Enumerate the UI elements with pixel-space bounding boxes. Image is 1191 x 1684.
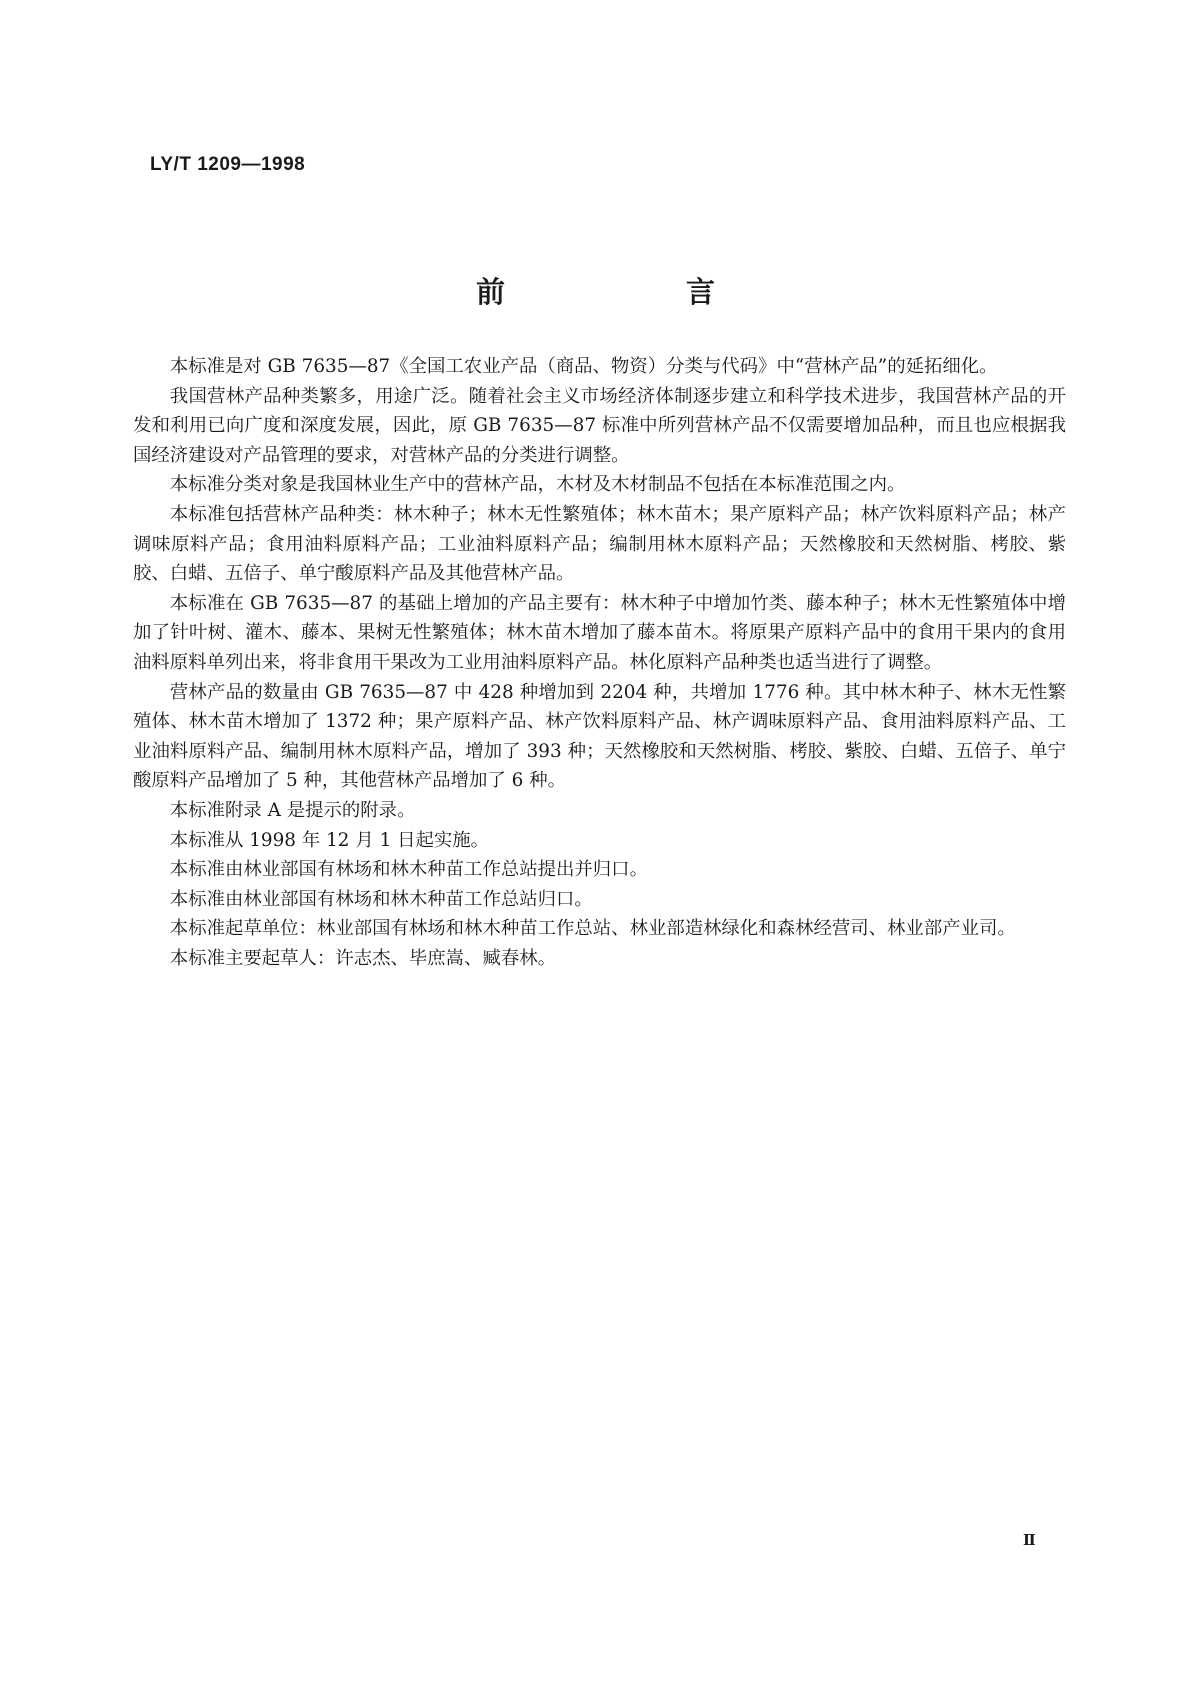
paragraph: 我国营林产品种类繁多，用途广泛。随着社会主义市场经济体制逐步建立和科学技术进步，我国营林产品的开发和利用已向广度和深度发展，因此，原 GB 7635—87 标准中所列营林产品不仅需要增加品种，而且也应根据我国经济建设对产品管理的要求，对营林产品的分类进行调整。 xyxy=(133,385,1066,466)
paragraph: 本标准附录 A 是提示的附录。 xyxy=(169,799,416,821)
paragraph: 本标准主要起草人：许志杰、毕庶嵩、臧春林。 xyxy=(169,947,557,969)
page-number: Ⅱ xyxy=(1023,1531,1036,1549)
page-title: 前 言 xyxy=(475,275,791,309)
paragraph: 本标准起草单位：林业部国有林场和林木种苗工作总站、林业部造林绿化和森林经营司、林业部产业司。 xyxy=(169,918,1016,940)
standard-code: LY/T 1209—1998 xyxy=(150,154,306,175)
paragraph: 本标准由林业部国有林场和林木种苗工作总站归口。 xyxy=(169,888,593,910)
paragraph: 本标准包括营林产品种类：林木种子；林木无性繁殖体；林木苗木；果产原料产品；林产饮料原料产品；林产调味原料产品；食用油料原料产品；工业油料原料产品；编制用林木原料产品；天然橡胶和天然树脂、栲胶、紫胶、白蜡、五倍子、单宁酸原料产品及其他营林产品。 xyxy=(133,503,1066,585)
paragraph: 本标准由林业部国有林场和林木种苗工作总站提出并归口。 xyxy=(169,859,648,881)
paragraph: 本标准是对 GB 7635—87《全国工农业产品（商品、物资）分类与代码》中“营林产品”的延拓细化。 xyxy=(169,356,998,377)
paragraph: 营林产品的数量由 GB 7635—87 中 428 种增加到 2204 种，共增加 1776 种。其中林木种子、林木无性繁殖体、林木苗木增加了 1372 种；果产原料产品、林产饮料原料产品、林产调味原料产品、食用油料原料产品、工业油料原料产品、编制用林木原料产品，增加了 393 种；天然橡胶和天然树脂、栲胶、紫胶、白蜡、五倍子、单宁酸原料产品增加了 5 种，其他营林产品增加了 6 种。 xyxy=(133,681,1066,792)
paragraph: 本标准从 1998 年 12 月 1 日起实施。 xyxy=(169,829,490,851)
paragraph: 本标准分类对象是我国林业生产中的营林产品，木材及木材制品不包括在本标准范围之内。 xyxy=(169,474,906,496)
paragraph: 本标准在 GB 7635—87 的基础上增加的产品主要有：林木种子中增加竹类、藤本种子；林木无性繁殖体中增加了针叶树、灌木、藤本、果树无性繁殖体；林木苗木增加了藤本苗木。将原果产原料产品中的食用干果内的食用油料原料单列出来，将非食用干果改为工业用油料原料产品。林化原料产品种类也适当进行了调整。 xyxy=(133,592,1066,673)
foreword-body xyxy=(133,352,1066,973)
